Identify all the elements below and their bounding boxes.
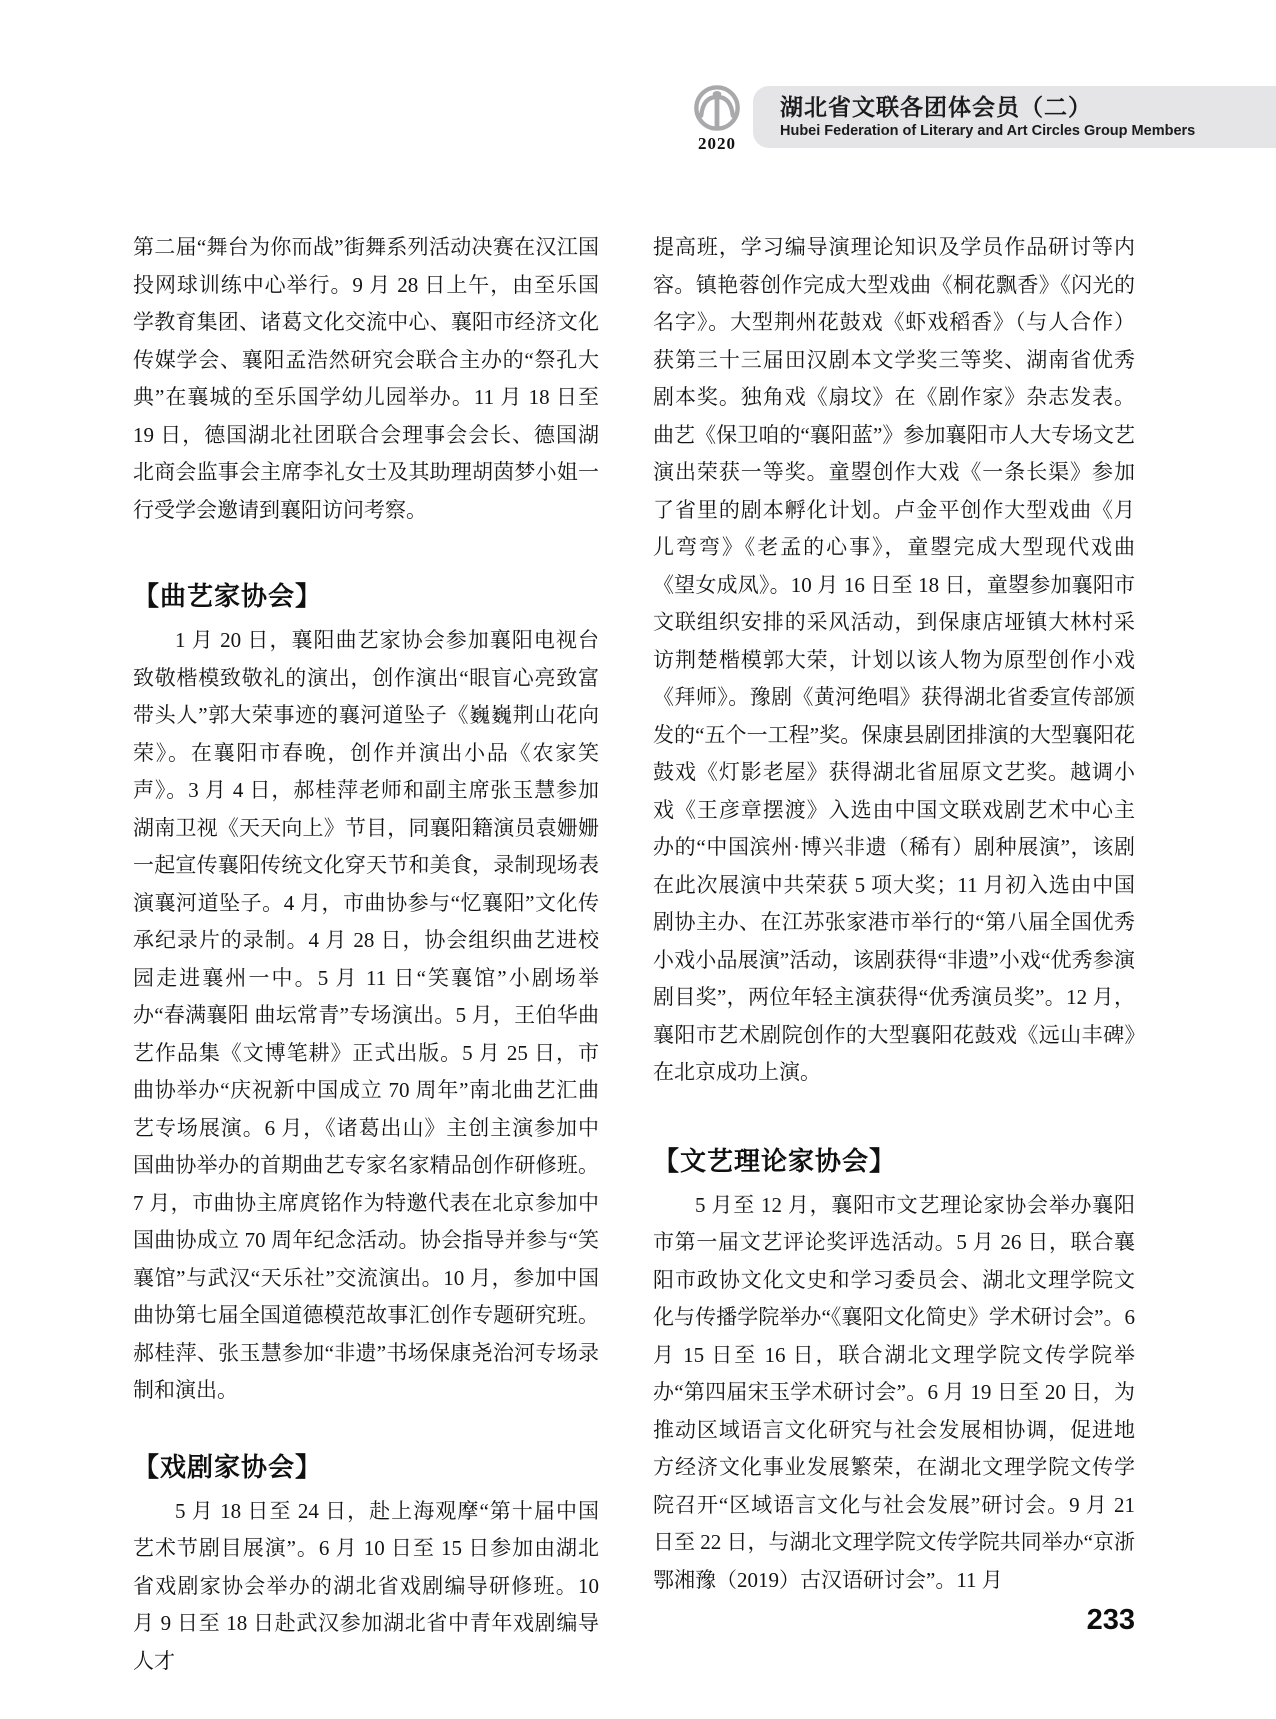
paragraph-continued: 第二届“舞台为你而战”街舞系列活动决赛在汉江国投网球训练中心举行。9 月 28 日上午，由至乐国学教育集团、诸葛文化交流中心、襄阳市经济文化传媒学会、襄阳孟浩然研究会联合主办的“祭孔大典”在襄城的至乐国学幼儿园举办。11 月 18 日至 19 日，德国湖北社团联合会理事会会长、德国湖北商会监事会主席李礼女士及其助理胡茵梦小姐一行受学会邀请到襄阳访问考察。	[133, 235, 599, 522]
page-number: 233	[1086, 1604, 1135, 1636]
section-title-xijujia-xiehui: 【戏剧家协会】	[133, 1452, 323, 1482]
paragraph-continued: 提高班，学习编导演理论知识及学员作品研讨等内容。镇艳蓉创作完成大型戏曲《桐花飘香》《闪光的名字》。大型荆州花鼓戏《虾戏稻香》（与人合作）获第三十三届田汉剧本文学奖三等奖、湖南省优秀剧本奖。独角戏《扇坟》在《剧作家》杂志发表。曲艺《保卫咱的“襄阳蓝”》参加襄阳市人大专场文艺演出荣获一等奖。童曌创作大戏《一条长渠》参加了省里的剧本孵化计划。卢金平创作大型戏曲《月儿弯弯》《老孟的心事》，童曌完成大型现代戏曲《望女成凤》。10 月 16 日至 18 日，童曌参加襄阳市文联组织安排的采风活动，到保康店垭镇大林村采访荆楚楷模郭大荣，计划以该人物为原型创作小戏《拜师》。豫剧《黄河绝唱》获得湖北省委宣传部颁发的“五个一工程”奖。保康县剧团排演的大型襄阳花鼓戏《灯影老屋》获得湖北省屈原文艺奖。越调小戏《王彦章摆渡》入选由中国文联戏剧艺术中心主办的“中国滨州·博兴非遗（稀有）剧种展演”，该剧在此次展演中共荣获 5 项大奖；11 月初入选由中国剧协主办、在江苏张家港市举行的“第八届全国优秀小戏小品展演”活动，该剧获得“非遗”小戏“优秀参演剧目奖”，两位年轻主演获得“优秀演员奖”。12 月，襄阳市艺术剧院创作的大型襄阳花鼓戏《远山丰碑》在北京成功上演。	[653, 235, 1135, 1084]
page-title-en: Hubei Federation of Literary and Art Circles Group Members	[780, 123, 1196, 139]
paragraph: 1 月 20 日，襄阳曲艺家协会参加襄阳电视台致敬楷模致敬礼的演出，创作演出“眼盲心亮致富带头人”郭大荣事迹的襄河道坠子《巍巍荆山花向荣》。在襄阳市春晚，创作并演出小品《农家笑声》。3 月 4 日，郝桂萍老师和副主席张玉慧参加湖南卫视《天天向上》节目，同襄阳籍演员袁姗姗一起宣传襄阳传统文化穿天节和美食，录制现场表演襄河道坠子。4 月，市曲协参与“忆襄阳”文化传承纪录片的录制。4 月 28 日，协会组织曲艺进校园走进襄州一中。5 月 11 日“笑襄馆”小剧场举办“春满襄阳 曲坛常青”专场演出。5 月，王伯华曲艺作品集《文博笔耕》正式出版。5 月 25 日，市曲协举办“庆祝新中国成立 70 周年”南北曲艺汇曲艺专场展演。6 月，《诸葛出山》主创主演参加中国曲协举办的首期曲艺专家名家精品创作研修班。7 月，市曲协主席庹铭作为特邀代表在北京参加中国曲协成立 70 周年纪念活动。协会指导并参与“笑襄馆”与武汉“天乐社”交流演出。10 月，参加中国曲协第七届全国道德模范故事汇创作专题研究班。郝桂萍、张玉慧参加“非遗”书场保康尧治河专场录制和演出。	[133, 628, 599, 1402]
cflac-emblem-icon	[693, 84, 741, 132]
section-title-wenyi-lilunjia-xiehui: 【文艺理论家协会】	[653, 1146, 897, 1176]
year-label: 2020	[698, 134, 736, 153]
page-title-cn: 湖北省文联各团体会员（二）	[780, 94, 1092, 120]
right-column	[653, 229, 1135, 1599]
paragraph: 5 月至 12 月，襄阳市文艺理论家协会举办襄阳市第一届文艺评论奖评选活动。5 月 26 日，联合襄阳市政协文化文史和学习委员会、湖北文理学院文化与传播学院举办“《襄阳文化简史》学术研讨会”。6 月 15 日至 16 日，联合湖北文理学院文传学院举办“第四届宋玉学术研讨会”。6 月 19 日至 20 日，为推动区域语言文化研究与社会发展相协调，促进地方经济文化事业发展繁荣，在湖北文理学院文传学院召开“区域语言文化与社会发展”研讨会。9 月 21 日至 22 日，与湖北文理学院文传学院共同举办“京浙鄂湘豫（2019）古汉语研讨会”。11 月	[653, 1192, 1135, 1592]
section-title-quyijia-xiehui: 【曲艺家协会】	[133, 582, 323, 611]
header-logo-block	[688, 84, 746, 154]
left-column	[133, 229, 599, 1680]
header-title-bar	[753, 86, 1276, 148]
paragraph: 5 月 18 日至 24 日，赴上海观摩“第十届中国艺术节剧目展演”。6 月 10 日至 15 日参加由湖北省戏剧家协会举办的湖北省戏剧编导研修班。10 月 9 日至 18 日赴武汉参加湖北省中青年戏剧编导人才	[133, 1498, 599, 1673]
